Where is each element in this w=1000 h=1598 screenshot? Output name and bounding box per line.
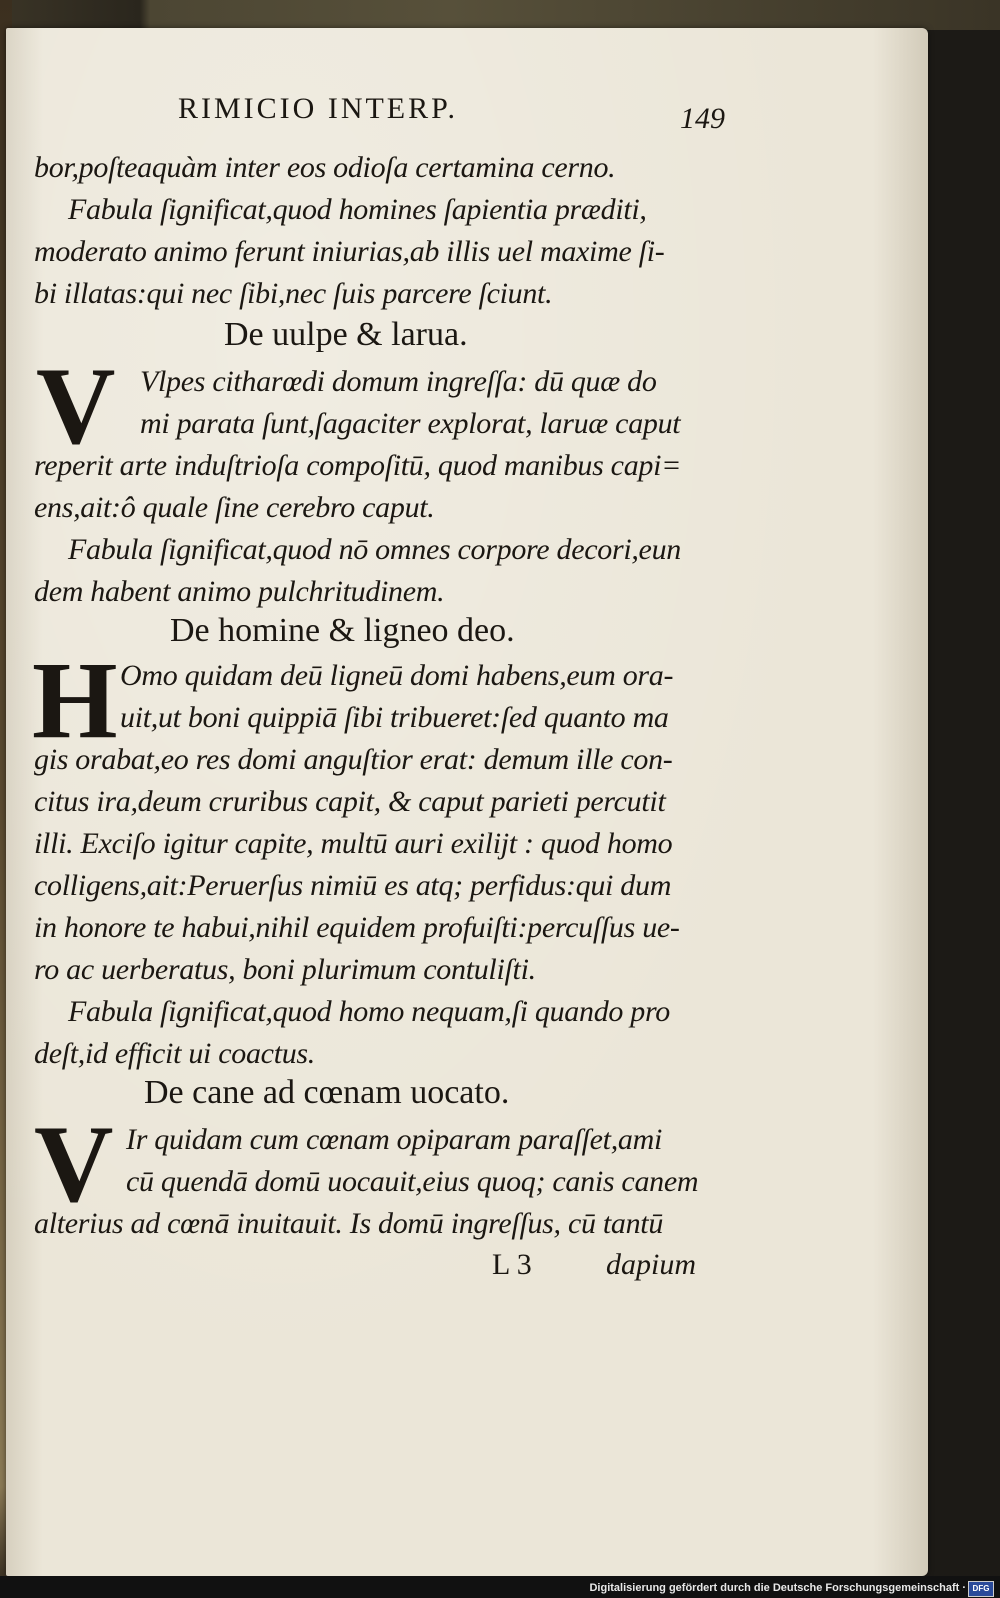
catchword: dapium	[606, 1248, 696, 1281]
digitization-credit: Digitalisierung gefördert durch die Deutsche Forschungsgemeinschaft ·	[589, 1582, 966, 1594]
text-line: alterius ad cœnā inuitauit. Is domū ingreſſus, cū tantū	[34, 1207, 664, 1240]
text-line: colligens,ait:Peruerſus nimiū es atq; perfidus:qui dum	[34, 869, 672, 902]
text-line: citus ira,deum cruribus capit, & caput parieti percutit	[34, 785, 666, 818]
text-line: ens,ait:ô quale ſine cerebro caput.	[34, 491, 435, 524]
drop-cap: H	[32, 639, 118, 761]
signature-mark: L 3	[492, 1248, 532, 1281]
text-line: deſt,id efficit ui coactus.	[34, 1037, 316, 1070]
moral-line: Fabula ſignificat,quod homo nequam,ſi quando pro	[68, 995, 670, 1028]
text-line: in honore te habui,nihil equidem profuiſti:percuſſus ue-	[34, 911, 680, 944]
text-line: dem habent animo pulchritudinem.	[34, 575, 445, 608]
text-line: ro ac uerberatus, boni plurimum contuliſti.	[34, 953, 536, 986]
text-line: illi. Exciſo igitur capite, multū auri exilijt : quod homo	[34, 827, 673, 860]
text-line: reperit arte induſtrioſa compoſitū, quod manibus capi=	[34, 449, 682, 482]
text-line: Vlpes citharœdi domum ingreſſa: dū quæ do	[140, 365, 657, 398]
moral-line: Fabula ſignificat,quod homines ſapientia præditi,	[68, 193, 647, 226]
text-line: mi parata ſunt,ſagaciter explorat, laruæ caput	[140, 407, 681, 440]
text-line: uit,ut boni quippiā ſibi tribueret:ſed quanto ma	[120, 701, 669, 734]
running-head: RIMICIO INTERP.	[178, 92, 459, 125]
dfg-logo: DFG	[968, 1581, 994, 1597]
text-line: bor,poſteaquàm inter eos odioſa certamina cerno.	[34, 151, 616, 184]
text-line: cū quendā domū uocauit,eius quoq; canis canem	[126, 1165, 699, 1198]
fable-title: De homine & ligneo deo.	[170, 612, 515, 649]
text-line: Ir quidam cum cœnam opiparam paraſſet,ami	[126, 1123, 663, 1156]
text-line: Omo quidam deū ligneū domi habens,eum ora-	[120, 659, 674, 692]
drop-cap: V	[36, 345, 116, 467]
text-line: gis orabat,eo res domi anguſtior erat: demum ille con-	[34, 743, 673, 776]
fable-title: De uulpe & larua.	[224, 316, 468, 353]
scan-top-edge	[0, 0, 1000, 30]
fable-title: De cane ad cœnam uocato.	[144, 1074, 510, 1111]
moral-line: Fabula ſignificat,quod nō omnes corpore decori,eun	[68, 533, 681, 566]
text-line: bi illatas:qui nec ſibi,nec ſuis parcere ſciunt.	[34, 277, 553, 310]
drop-cap: V	[34, 1103, 114, 1225]
page-number: 149	[680, 102, 725, 135]
text-line: moderato animo ferunt iniurias,ab illis uel maxime ſi-	[34, 235, 665, 268]
